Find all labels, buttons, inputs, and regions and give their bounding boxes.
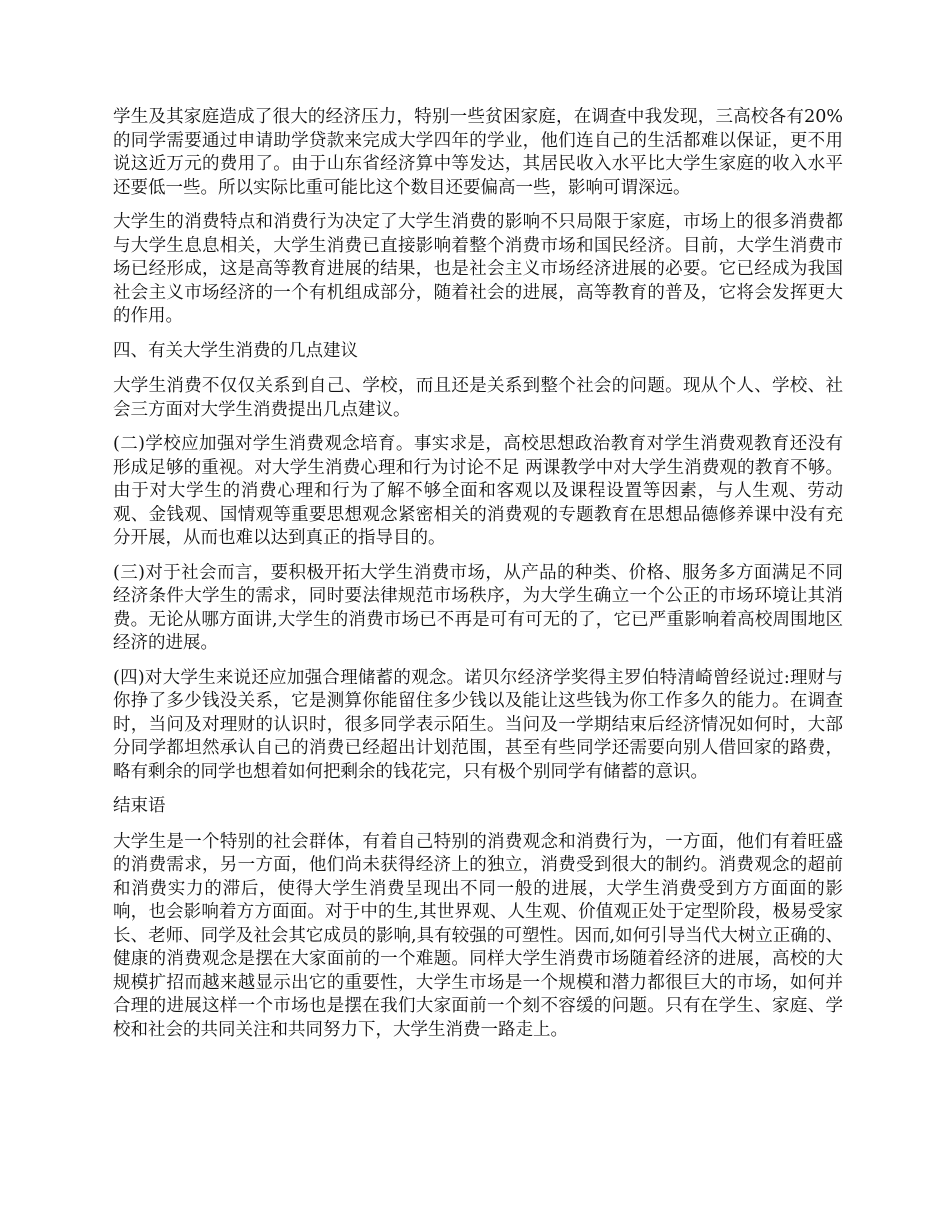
paragraph-consumption-impact: 大学生的消费特点和消费行为决定了大学生消费的影响不只局限于家庭，市场上的很多消费都与大学生息息相关，大学生消费已直接影响着整个消费市场和国民经济。目前，大学生消费市场已经形成，这是高等教育进展的结果，也是社会主义市场经济进展的必要。它已经成为我国社会主义市场经济的一个有机组成部分，随着社会的进展，高等教育的普及，它将会发挥更大的作用。 bbox=[113, 212, 843, 326]
document-body bbox=[113, 106, 843, 1053]
section-heading-suggestions: 四、有关大学生消费的几点建议 bbox=[113, 340, 358, 361]
paragraph-saving-awareness: (四)对大学生来说还应加强合理储蓄的观念。诺贝尔经济学奖得主罗伯特清崎曾经说过:理财与你挣了多少钱没关系，它是测算你能留住多少钱以及能让这些钱为你工作多久的能力。在调查时，当问及对理财的认识时，很多同学表示陌生。当问及一学期结束后经济情况如何时，大部分同学都坦然承认自己的消费已经超出计划范围，甚至有些同学还需要向别人借回家的路费，略有剩余的同学也想着如何把剩余的钱花完，只有极个别同学有储蓄的意识。 bbox=[113, 667, 843, 782]
paragraph-suggestions-intro: 大学生消费不仅仅关系到自己、学校，而且还是关系到整个社会的问题。现从个人、学校、社会三方面对大学生消费提出几点建议。 bbox=[113, 376, 843, 420]
section-heading-conclusion: 结束语 bbox=[113, 796, 166, 816]
paragraph-school-education: (二)学校应加强对学生消费观念培育。事实求是，高校思想政治教育对学生消费观教育还没有形成足够的重视。对大学生消费心理和行为讨论不足 两课教学中对大学生消费观的教育不够。由于对大学生的消费心理和行为了解不够全面和客观以及课程设置等因素，与人生观、劳动观、金钱观、国情观等重要思想观念紧密相关的消费观的专题教育在思想品德修养课中没有充分开展，从而也难以达到真正的指导目的。 bbox=[113, 434, 843, 548]
paragraph-economic-pressure: 学生及其家庭造成了很大的经济压力，特别一些贫困家庭，在调查中我发现，三高校各有20%的同学需要通过申请助学贷款来完成大学四年的学业，他们连自己的生活都难以保证，更不用说这近万元的费用了。由于山东省经济算中等发达，其居民收入水平比大学生家庭的收入水平还要低一些。所以实际比重可能比这个数目还要偏高一些，影响可谓深远。 bbox=[113, 107, 843, 198]
paragraph-society-market: (三)对于社会而言，要积极开拓大学生消费市场，从产品的种类、价格、服务多方面满足不同经济条件大学生的需求，同时要法律规范市场秩序，为大学生确立一个公正的市场环境让其消费。无论从哪方面讲,大学生的消费市场已不再是可有可无的了，它已严重影响着高校周围地区经济的进展。 bbox=[113, 562, 843, 653]
paragraph-conclusion: 大学生是一个特别的社会群体，有着自己特别的消费观念和消费行为，一方面，他们有着旺盛的消费需求，另一方面，他们尚未获得经济上的独立，消费受到很大的制约。消费观念的超前和消费实力的滞后，使得大学生消费呈现出不同一般的进展，大学生消费受到方方面面的影响，也会影响着方方面面。对于中的生,其世界观、人生观、价值观正处于定型阶段，极易受家长、老师、同学及社会其它成员的影响,具有较强的可塑性。因而,如何引导当代大树立正确的、健康的消费观念是摆在大家面前的一个难题。同样大学生消费市场随着经济的进展，高校的大规模扩招而越来越显示出它的重要性，大学生市场是一个规模和潜力都很巨大的市场，如何并合理的进展这样一个市场也是摆在我们大家面前一个刻不容缓的问题。只有在学生、家庭、学校和社会的共同关注和共同努力下，大学生消费一路走上。 bbox=[113, 831, 843, 1040]
